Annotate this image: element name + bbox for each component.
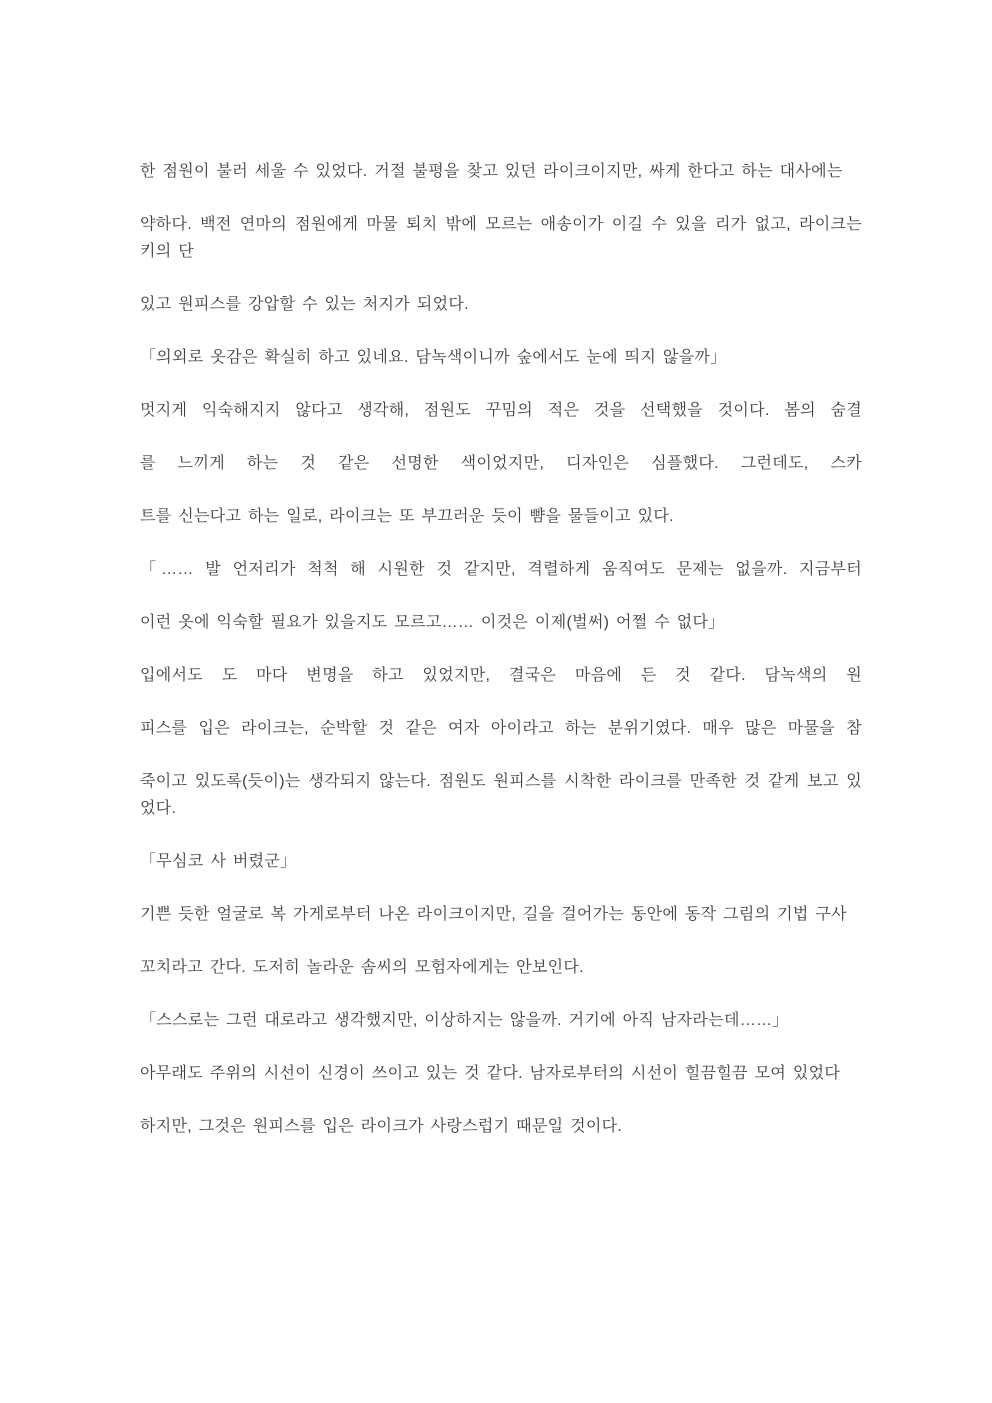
paragraph: 를 느끼게 하는 것 같은 선명한 색이었지만, 디자인은 심플했다. 그런데도, 스카 — [140, 455, 862, 472]
dialogue-paragraph: 「스스로는 그런 대로라고 생각했지만, 이상하지는 않을까. 거기에 아직 남자라는데……」 — [140, 1012, 789, 1029]
dialogue-paragraph: 이런 옷에 익숙할 필요가 있을지도 모르고…… 이것은 이제(벌써) 어쩔 수 없다」 — [140, 614, 725, 631]
dialogue-paragraph: 「무심코 사 버렸군」 — [140, 853, 297, 870]
paragraph: 약하다. 백전 연마의 점원에게 마물 퇴치 밖에 모르는 애송이가 이길 수 있을 리가 없고, 라이크는 키의 단 — [140, 216, 862, 260]
dialogue-paragraph: 「…… 발 언저리가 척척 해 시원한 것 같지만, 격렬하게 움직여도 문제는 없을까. 지금부터 — [140, 561, 862, 578]
paragraph: 기쁜 듯한 얼굴로 복 가게로부터 나온 라이크이지만, 길을 걸어가는 동안에 동작 그림의 기법 구사 — [140, 906, 847, 923]
paragraph: 있고 원피스를 강압할 수 있는 처지가 되었다. — [140, 296, 469, 313]
paragraph: 피스를 입은 라이크는, 순박할 것 같은 여자 아이라고 하는 분위기였다. 매우 많은 마물을 참 — [140, 720, 862, 737]
paragraph: 꼬치라고 간다. 도저히 놀라운 솜씨의 모험자에게는 안보인다. — [140, 959, 584, 976]
dialogue-paragraph: 「의외로 옷감은 확실히 하고 있네요. 담녹색이니까 숲에서도 눈에 띄지 않을까」 — [140, 349, 727, 366]
paragraph: 입에서도 도 마다 변명을 하고 있었지만, 결국은 마음에 든 것 같다. 담녹색의 원 — [140, 667, 862, 684]
paragraph: 아무래도 주위의 시선이 신경이 쓰이고 있는 것 같다. 남자로부터의 시선이 힐끔힐끔 모여 있었다 — [140, 1065, 841, 1082]
paragraph: 죽이고 있도록(듯이)는 생각되지 않는다. 점원도 원피스를 시착한 라이크를 만족한 것 같게 보고 있었다. — [140, 773, 862, 817]
paragraph: 트를 신는다고 하는 일로, 라이크는 또 부끄러운 듯이 뺨을 물들이고 있다. — [140, 508, 674, 525]
paragraph: 하지만, 그것은 원피스를 입은 라이크가 사랑스럽기 때문일 것이다. — [140, 1118, 623, 1135]
paragraph: 멋지게 익숙해지지 않다고 생각해, 점원도 꾸밈의 적은 것을 선택했을 것이다. 봄의 숨결 — [140, 402, 862, 419]
paragraph: 한 점원이 불러 세울 수 있었다. 거절 불평을 찾고 있던 라이크이지만, 싸게 한다고 하는 대사에는 — [140, 163, 843, 180]
text-body — [140, 0, 862, 1140]
